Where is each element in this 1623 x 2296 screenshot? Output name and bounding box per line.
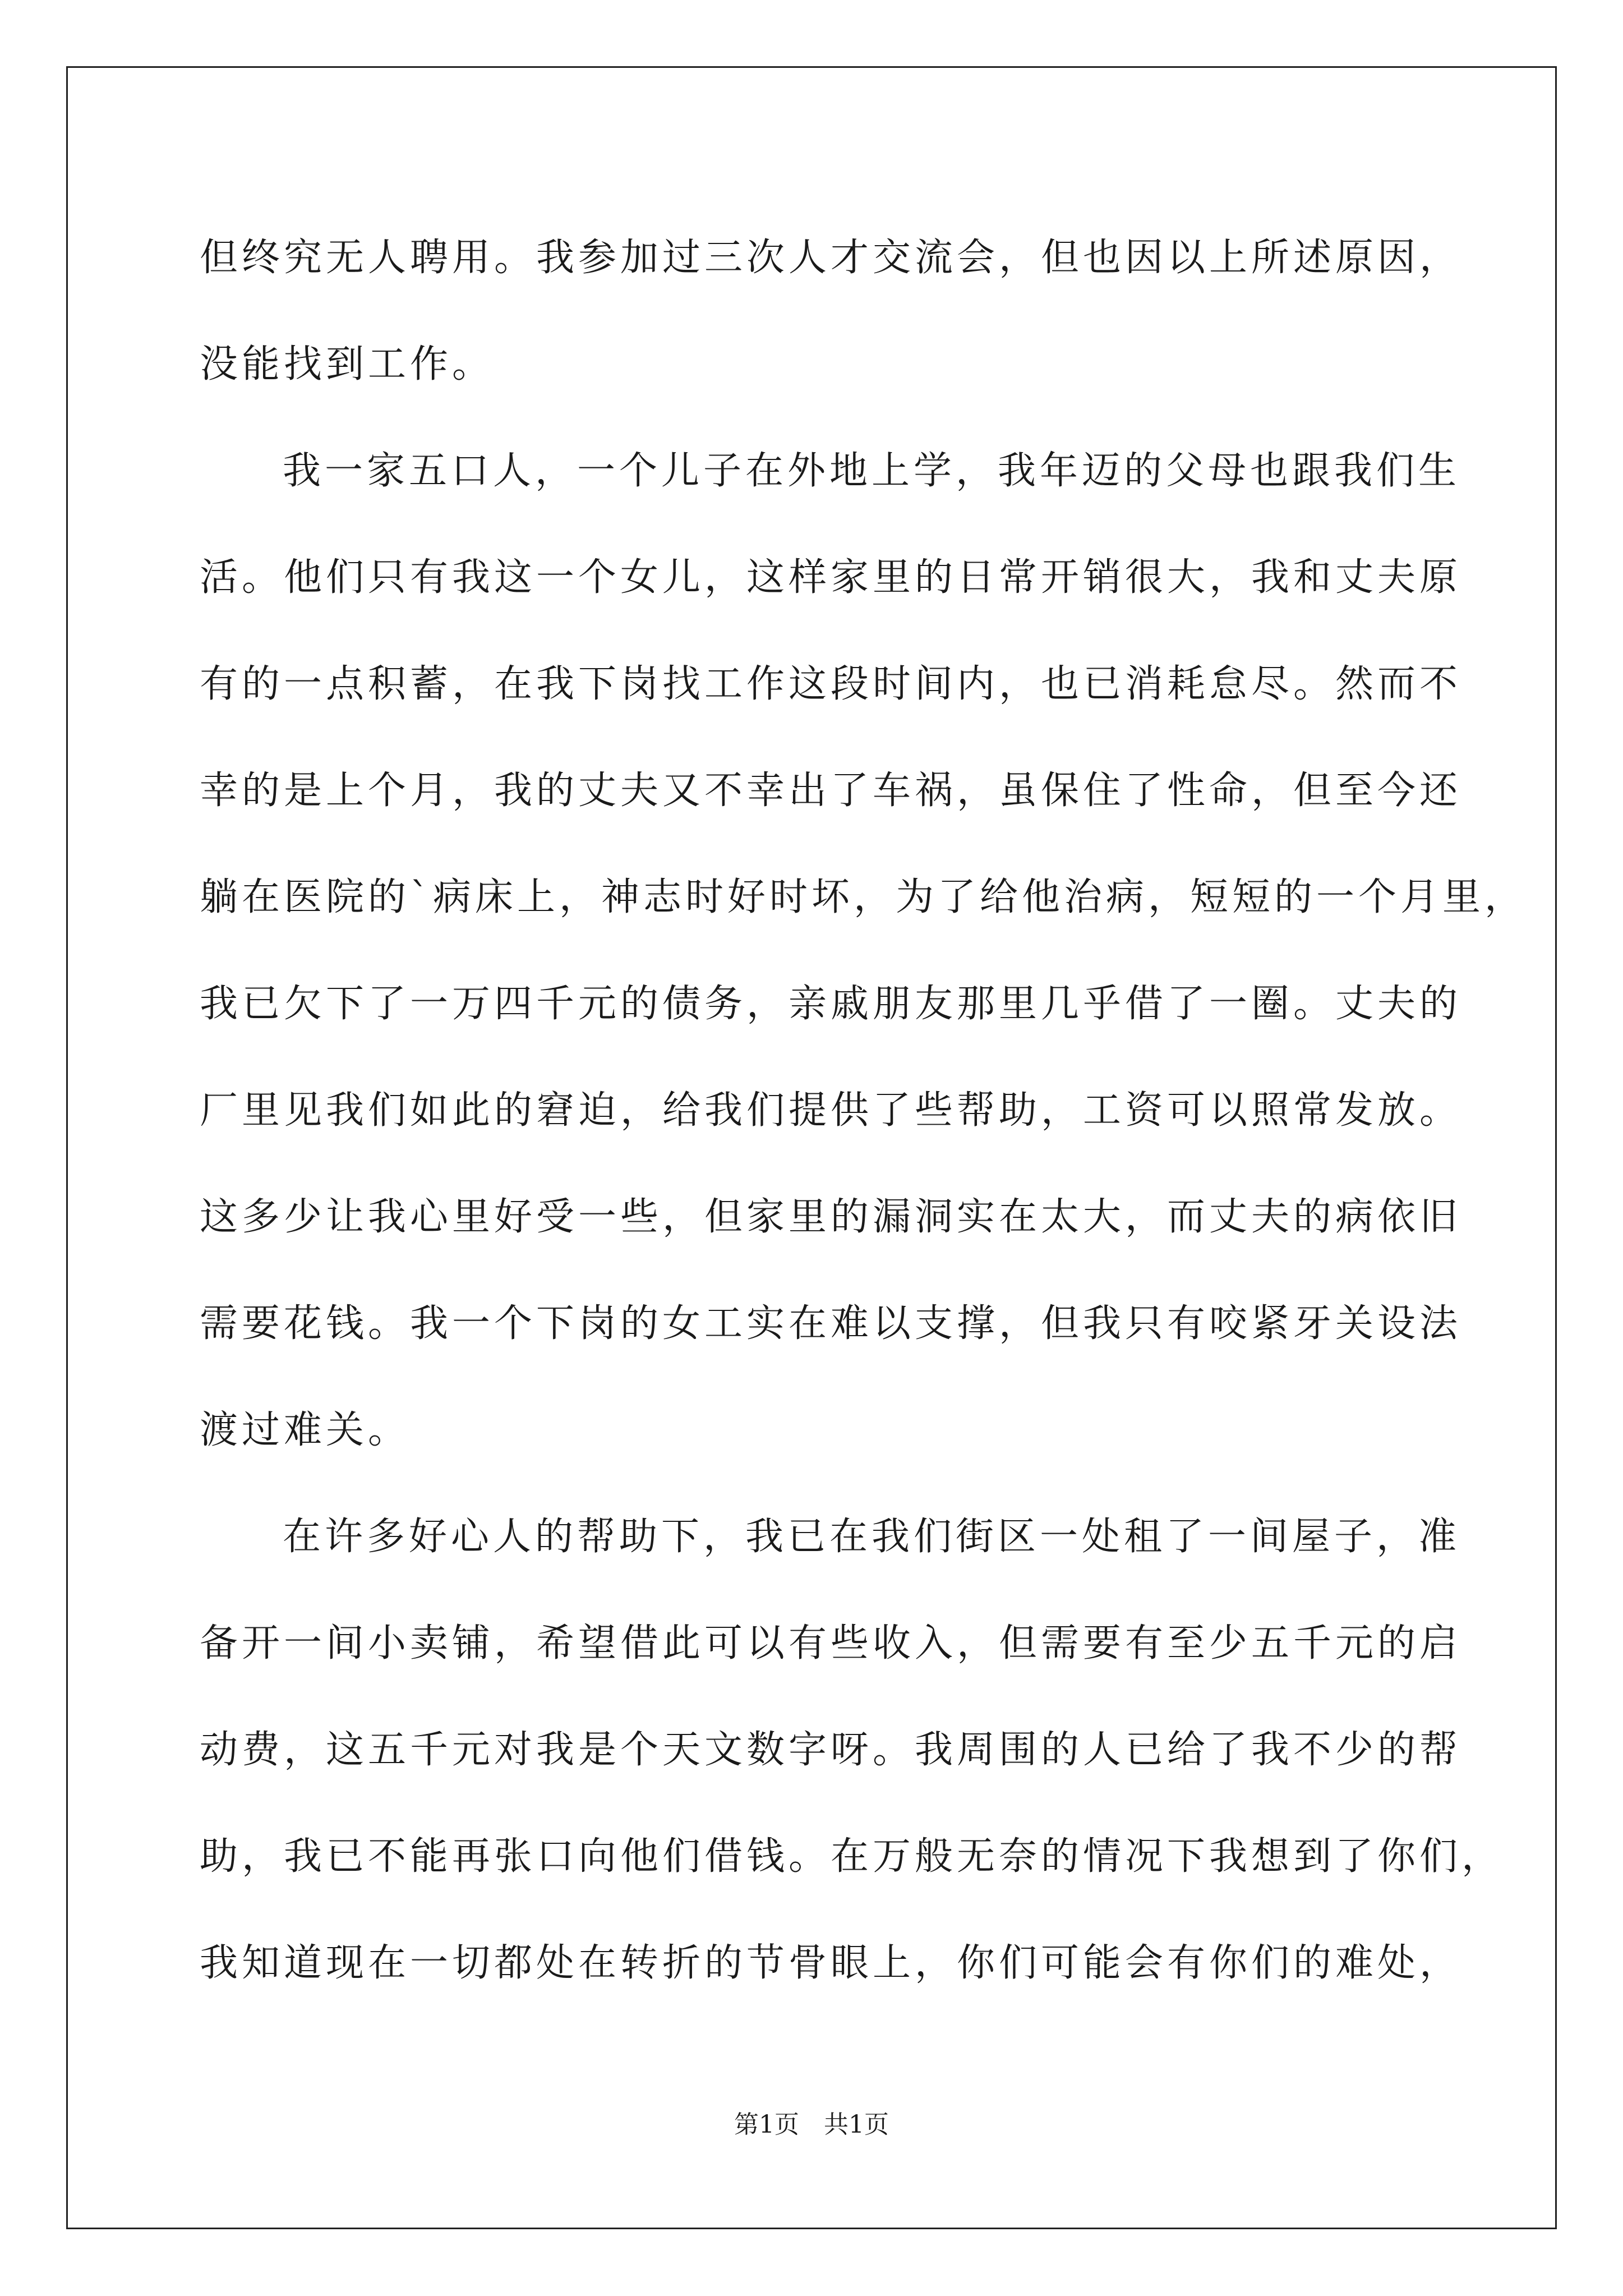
document-body xyxy=(200,205,1527,2017)
text-line: 但终究无人聘用。我参加过三次人才交流会，但也因以上所述原因， xyxy=(200,236,1462,280)
text-line: 活。他们只有我这一个女儿，这样家里的日常开销很大，我和丈夫原 xyxy=(200,555,1462,600)
text-line: 我已欠下了一万四千元的债务，亲戚朋友那里几乎借了一圈。丈夫的 xyxy=(200,982,1462,1026)
text-line: 有的一点积蓄，在我下岗找工作这段时间内，也已消耗怠尽。然而不 xyxy=(200,662,1462,706)
text-line: 幸的是上个月，我的丈夫又不幸出了车祸，虽保住了性命，但至今还 xyxy=(200,769,1462,813)
text-line-paragraph-start: 我一家五口人，一个儿子在外地上学，我年迈的父母也跟我们生 xyxy=(283,449,1461,493)
text-line-paragraph-start: 在许多好心人的帮助下，我已在我们街区一处租了一间屋子，准 xyxy=(283,1515,1461,1559)
text-line: 需要花钱。我一个下岗的女工实在难以支撑，但我只有咬紧牙关设法 xyxy=(200,1301,1462,1346)
page-number: 第1页 共1页 xyxy=(734,2110,889,2139)
text-line: 渡过难关。 xyxy=(200,1408,411,1452)
text-line: 我知道现在一切都处在转折的节骨眼上，你们可能会有你们的难处， xyxy=(200,1941,1462,1985)
text-line: 备开一间小卖铺，希望借此可以有些收入，但需要有至少五千元的启 xyxy=(200,1621,1462,1665)
text-line: 这多少让我心里好受一些，但家里的漏洞实在太大，而丈夫的病依旧 xyxy=(200,1195,1462,1239)
text-line: 助，我已不能再张口向他们借钱。在万般无奈的情况下我想到了你们， xyxy=(200,1834,1504,1879)
text-line: 没能找到工作。 xyxy=(200,342,495,386)
text-line: 动费，这五千元对我是个天文数字呀。我周围的人已给了我不少的帮 xyxy=(200,1728,1462,1772)
text-line: 厂里见我们如此的窘迫，给我们提供了些帮助，工资可以照常发放。 xyxy=(200,1088,1462,1133)
text-line: 躺在医院的`病床上，神志时好时坏，为了给他治病，短短的一个月里， xyxy=(200,875,1527,919)
